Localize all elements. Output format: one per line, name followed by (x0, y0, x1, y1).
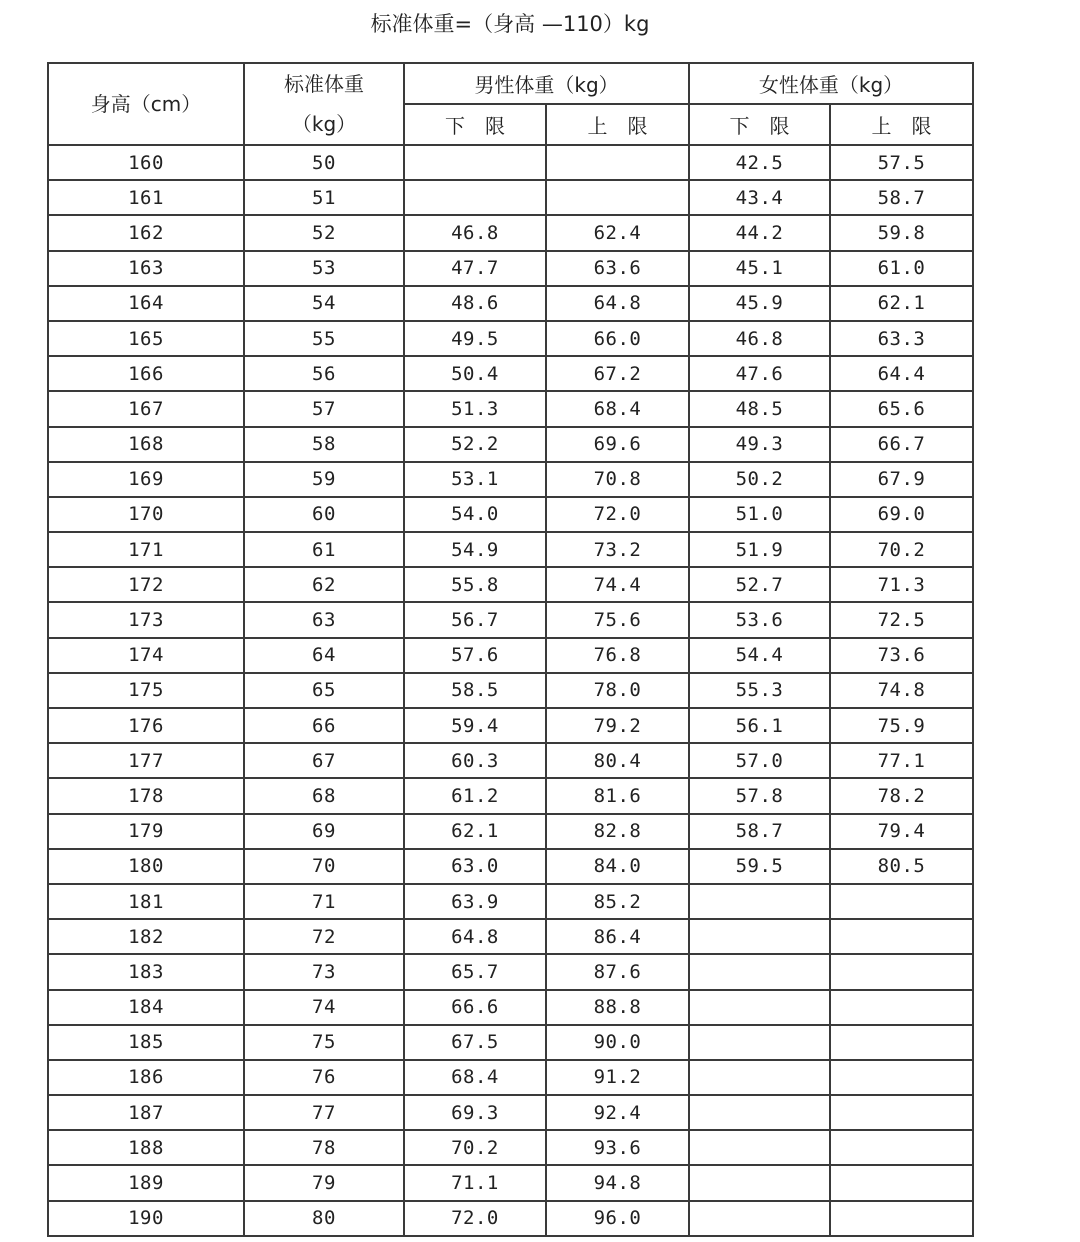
table-row (48, 708, 973, 743)
cell-male-lower: 66.6 (404, 990, 546, 1025)
cell-standard: 56 (244, 356, 404, 391)
cell-male-lower: 47.7 (404, 251, 546, 286)
cell-male-upper: 74.4 (546, 567, 689, 602)
table-row (48, 356, 973, 391)
cell-height: 161 (48, 180, 244, 215)
cell-male-upper: 82.8 (546, 814, 689, 849)
table-row (48, 638, 973, 673)
cell-standard: 72 (244, 919, 404, 954)
cell-female-upper: 80.5 (830, 849, 973, 884)
table-row (48, 567, 973, 602)
cell-standard: 50 (244, 145, 404, 180)
cell-standard: 59 (244, 462, 404, 497)
cell-male-upper: 86.4 (546, 919, 689, 954)
cell-female-lower (689, 1095, 830, 1130)
table-row (48, 180, 973, 215)
cell-height: 180 (48, 849, 244, 884)
cell-female-upper: 75.9 (830, 708, 973, 743)
cell-height: 186 (48, 1060, 244, 1095)
cell-male-lower (404, 180, 546, 215)
cell-standard: 57 (244, 391, 404, 426)
table-row (48, 462, 973, 497)
cell-male-lower: 62.1 (404, 814, 546, 849)
cell-male-lower: 71.1 (404, 1165, 546, 1200)
cell-height: 170 (48, 497, 244, 532)
cell-male-upper: 67.2 (546, 356, 689, 391)
cell-male-lower: 61.2 (404, 778, 546, 813)
cell-female-upper (830, 990, 973, 1025)
cell-height: 168 (48, 427, 244, 462)
cell-female-upper: 57.5 (830, 145, 973, 180)
cell-male-upper: 64.8 (546, 286, 689, 321)
cell-male-upper: 68.4 (546, 391, 689, 426)
table-row (48, 990, 973, 1025)
header-height: 身高（cm） (48, 63, 244, 145)
cell-height: 165 (48, 321, 244, 356)
cell-male-upper: 79.2 (546, 708, 689, 743)
cell-female-lower: 50.2 (689, 462, 830, 497)
cell-female-lower: 54.4 (689, 638, 830, 673)
cell-standard: 78 (244, 1130, 404, 1165)
cell-male-lower: 59.4 (404, 708, 546, 743)
table-row (48, 532, 973, 567)
cell-female-lower: 46.8 (689, 321, 830, 356)
cell-standard: 52 (244, 215, 404, 250)
cell-female-lower: 49.3 (689, 427, 830, 462)
cell-female-lower (689, 884, 830, 919)
cell-female-upper: 69.0 (830, 497, 973, 532)
cell-male-upper: 85.2 (546, 884, 689, 919)
cell-female-upper (830, 884, 973, 919)
cell-height: 164 (48, 286, 244, 321)
cell-height: 167 (48, 391, 244, 426)
cell-standard: 63 (244, 602, 404, 637)
cell-height: 185 (48, 1025, 244, 1060)
standard-weight-table (47, 62, 974, 1237)
cell-standard: 71 (244, 884, 404, 919)
cell-height: 189 (48, 1165, 244, 1200)
cell-female-upper (830, 1095, 973, 1130)
cell-female-upper: 58.7 (830, 180, 973, 215)
cell-female-lower: 42.5 (689, 145, 830, 180)
cell-female-lower: 59.5 (689, 849, 830, 884)
cell-female-lower (689, 954, 830, 989)
header-male-weight: 男性体重（kg） (404, 63, 689, 104)
table-row (48, 673, 973, 708)
cell-female-lower: 58.7 (689, 814, 830, 849)
cell-male-upper (546, 145, 689, 180)
cell-female-upper (830, 1201, 973, 1236)
cell-male-lower: 48.6 (404, 286, 546, 321)
cell-standard: 62 (244, 567, 404, 602)
cell-male-lower: 60.3 (404, 743, 546, 778)
cell-height: 160 (48, 145, 244, 180)
cell-female-lower: 44.2 (689, 215, 830, 250)
cell-standard: 55 (244, 321, 404, 356)
cell-female-upper: 79.4 (830, 814, 973, 849)
cell-male-upper: 93.6 (546, 1130, 689, 1165)
cell-male-lower: 65.7 (404, 954, 546, 989)
cell-female-upper: 67.9 (830, 462, 973, 497)
cell-female-upper: 61.0 (830, 251, 973, 286)
cell-female-upper: 65.6 (830, 391, 973, 426)
cell-height: 184 (48, 990, 244, 1025)
cell-female-upper (830, 954, 973, 989)
cell-male-lower: 68.4 (404, 1060, 546, 1095)
cell-height: 169 (48, 462, 244, 497)
table-row (48, 391, 973, 426)
cell-male-lower: 70.2 (404, 1130, 546, 1165)
cell-standard: 60 (244, 497, 404, 532)
header-male-upper: 上 限 (546, 104, 689, 145)
cell-female-upper: 74.8 (830, 673, 973, 708)
cell-female-upper: 72.5 (830, 602, 973, 637)
cell-male-upper: 62.4 (546, 215, 689, 250)
cell-male-upper: 69.6 (546, 427, 689, 462)
cell-male-lower (404, 145, 546, 180)
cell-male-lower: 56.7 (404, 602, 546, 637)
cell-standard: 68 (244, 778, 404, 813)
cell-female-lower: 57.0 (689, 743, 830, 778)
cell-male-upper: 76.8 (546, 638, 689, 673)
cell-male-lower: 52.2 (404, 427, 546, 462)
cell-female-lower (689, 1201, 830, 1236)
header-female-weight: 女性体重（kg） (689, 63, 973, 104)
table-row (48, 1025, 973, 1060)
cell-male-upper: 94.8 (546, 1165, 689, 1200)
cell-female-lower: 57.8 (689, 778, 830, 813)
table-row (48, 1130, 973, 1165)
cell-female-upper (830, 1025, 973, 1060)
cell-female-upper (830, 1130, 973, 1165)
header-female-lower: 下 限 (689, 104, 830, 145)
cell-male-lower: 57.6 (404, 638, 546, 673)
table-row (48, 321, 973, 356)
cell-male-lower: 63.9 (404, 884, 546, 919)
cell-height: 176 (48, 708, 244, 743)
table-row (48, 1060, 973, 1095)
cell-male-lower: 69.3 (404, 1095, 546, 1130)
header-male-lower: 下 限 (404, 104, 546, 145)
table-row (48, 743, 973, 778)
cell-female-lower (689, 990, 830, 1025)
cell-male-upper: 75.6 (546, 602, 689, 637)
table-body (48, 145, 973, 1236)
table-row (48, 954, 973, 989)
cell-height: 190 (48, 1201, 244, 1236)
table-row (48, 602, 973, 637)
cell-male-upper (546, 180, 689, 215)
cell-female-lower (689, 1025, 830, 1060)
cell-female-upper: 73.6 (830, 638, 973, 673)
cell-male-upper: 70.8 (546, 462, 689, 497)
table-row (48, 215, 973, 250)
header-female-upper: 上 限 (830, 104, 973, 145)
cell-standard: 53 (244, 251, 404, 286)
cell-male-upper: 78.0 (546, 673, 689, 708)
cell-standard: 74 (244, 990, 404, 1025)
cell-female-lower: 52.7 (689, 567, 830, 602)
cell-male-lower: 46.8 (404, 215, 546, 250)
table-row (48, 251, 973, 286)
table-row (48, 427, 973, 462)
cell-standard: 79 (244, 1165, 404, 1200)
page-title: 标准体重=（身高 —110）kg (370, 12, 650, 36)
cell-male-lower: 50.4 (404, 356, 546, 391)
cell-male-lower: 54.9 (404, 532, 546, 567)
cell-height: 177 (48, 743, 244, 778)
cell-height: 175 (48, 673, 244, 708)
cell-male-upper: 63.6 (546, 251, 689, 286)
cell-male-lower: 64.8 (404, 919, 546, 954)
header-standard-weight-unit: （kg） (291, 112, 357, 136)
cell-female-lower: 45.9 (689, 286, 830, 321)
cell-male-upper: 80.4 (546, 743, 689, 778)
cell-female-lower: 55.3 (689, 673, 830, 708)
cell-female-upper: 70.2 (830, 532, 973, 567)
cell-male-upper: 91.2 (546, 1060, 689, 1095)
cell-standard: 77 (244, 1095, 404, 1130)
cell-height: 182 (48, 919, 244, 954)
cell-male-upper: 96.0 (546, 1201, 689, 1236)
cell-height: 188 (48, 1130, 244, 1165)
cell-male-upper: 90.0 (546, 1025, 689, 1060)
cell-height: 183 (48, 954, 244, 989)
cell-male-upper: 92.4 (546, 1095, 689, 1130)
cell-female-lower: 43.4 (689, 180, 830, 215)
cell-standard: 73 (244, 954, 404, 989)
cell-height: 163 (48, 251, 244, 286)
cell-female-lower (689, 1060, 830, 1095)
cell-standard: 76 (244, 1060, 404, 1095)
table-row (48, 286, 973, 321)
cell-female-upper: 59.8 (830, 215, 973, 250)
cell-standard: 51 (244, 180, 404, 215)
cell-height: 171 (48, 532, 244, 567)
cell-standard: 61 (244, 532, 404, 567)
cell-standard: 70 (244, 849, 404, 884)
table-row (48, 497, 973, 532)
table-row (48, 1165, 973, 1200)
table-row (48, 1201, 973, 1236)
cell-male-lower: 63.0 (404, 849, 546, 884)
cell-standard: 75 (244, 1025, 404, 1060)
cell-height: 179 (48, 814, 244, 849)
cell-male-upper: 84.0 (546, 849, 689, 884)
cell-male-upper: 73.2 (546, 532, 689, 567)
cell-male-lower: 58.5 (404, 673, 546, 708)
cell-female-upper (830, 1060, 973, 1095)
table-row (48, 919, 973, 954)
cell-female-upper (830, 1165, 973, 1200)
cell-male-upper: 87.6 (546, 954, 689, 989)
cell-standard: 65 (244, 673, 404, 708)
cell-female-lower: 51.0 (689, 497, 830, 532)
cell-female-upper: 64.4 (830, 356, 973, 391)
cell-female-upper: 71.3 (830, 567, 973, 602)
cell-female-upper: 77.1 (830, 743, 973, 778)
table-header (48, 63, 973, 145)
cell-standard: 80 (244, 1201, 404, 1236)
cell-height: 181 (48, 884, 244, 919)
cell-female-lower: 51.9 (689, 532, 830, 567)
cell-male-upper: 66.0 (546, 321, 689, 356)
cell-male-lower: 51.3 (404, 391, 546, 426)
cell-male-upper: 72.0 (546, 497, 689, 532)
cell-height: 174 (48, 638, 244, 673)
cell-male-upper: 81.6 (546, 778, 689, 813)
cell-height: 172 (48, 567, 244, 602)
cell-female-lower: 53.6 (689, 602, 830, 637)
cell-height: 166 (48, 356, 244, 391)
cell-height: 178 (48, 778, 244, 813)
table-row (48, 849, 973, 884)
table-row (48, 778, 973, 813)
table-row (48, 145, 973, 180)
header-standard-weight-label: 标准体重 (284, 72, 364, 96)
cell-standard: 58 (244, 427, 404, 462)
cell-male-lower: 67.5 (404, 1025, 546, 1060)
cell-male-lower: 54.0 (404, 497, 546, 532)
cell-male-lower: 72.0 (404, 1201, 546, 1236)
cell-female-upper (830, 919, 973, 954)
cell-height: 173 (48, 602, 244, 637)
cell-standard: 69 (244, 814, 404, 849)
cell-female-lower: 47.6 (689, 356, 830, 391)
header-standard-weight (244, 63, 404, 145)
cell-female-lower: 56.1 (689, 708, 830, 743)
table-row (48, 1095, 973, 1130)
cell-male-upper: 88.8 (546, 990, 689, 1025)
cell-female-lower: 48.5 (689, 391, 830, 426)
cell-height: 187 (48, 1095, 244, 1130)
cell-female-upper: 63.3 (830, 321, 973, 356)
cell-female-lower (689, 1130, 830, 1165)
cell-female-upper: 62.1 (830, 286, 973, 321)
cell-male-lower: 53.1 (404, 462, 546, 497)
cell-standard: 64 (244, 638, 404, 673)
table-row (48, 884, 973, 919)
cell-female-lower (689, 1165, 830, 1200)
cell-male-lower: 55.8 (404, 567, 546, 602)
cell-male-lower: 49.5 (404, 321, 546, 356)
cell-female-lower (689, 919, 830, 954)
cell-female-lower: 45.1 (689, 251, 830, 286)
table-row (48, 814, 973, 849)
cell-standard: 54 (244, 286, 404, 321)
cell-female-upper: 66.7 (830, 427, 973, 462)
cell-standard: 66 (244, 708, 404, 743)
cell-standard: 67 (244, 743, 404, 778)
cell-female-upper: 78.2 (830, 778, 973, 813)
cell-height: 162 (48, 215, 244, 250)
